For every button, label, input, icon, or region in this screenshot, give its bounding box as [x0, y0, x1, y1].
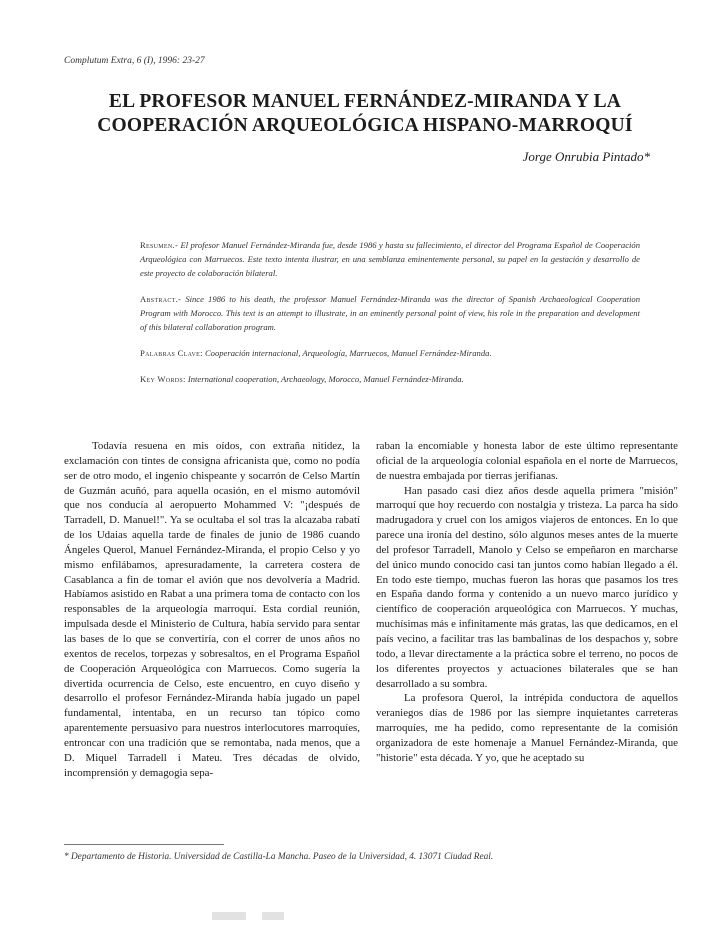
abstract-label: Abstract.- — [140, 294, 182, 304]
palabras-clave-paragraph — [140, 346, 640, 360]
article-title — [60, 90, 670, 138]
footnote-text: * Departamento de Historia. Universidad de Castilla-La Mancha. Paseo de la Universidad, 4. 13071 Ciudad Real. — [64, 852, 494, 862]
abstracts-block — [140, 238, 640, 398]
resumen-label: Resumen.- — [140, 240, 179, 250]
resumen-text: El profesor Manuel Fernández-Miranda fue, desde 1986 y hasta su fallecimiento, el director del Programa Español de Cooperación Arqueológica con Marruecos. Este texto intenta ilustrar, en una semblanza eminentemente personal, su papel en la gestación y desarrollo de este proyecto de colaboración bilateral. — [140, 240, 640, 278]
body-paragraph: La profesora Querol, la intrépida conductora de aquellos veraniegos días de 1986 por las siempre inquietantes carreteras marroquíes, me ha pedido, como representante de la comisión organizadora de este homenaje a Manuel Fernández-Miranda, que "historie" esta década. Y yo, que he aceptado su — [376, 692, 678, 764]
author-affiliation-footnote — [64, 852, 674, 862]
title-line-2: COOPERACIÓN ARQUEOLÓGICA HISPANO-MARROQUÍ — [97, 115, 633, 136]
resumen-paragraph — [140, 238, 640, 280]
body-paragraph: raban la encomiable y honesta labor de este último representante oficial de la arqueología colonial española en el norte de Marruecos, de nuestra embajada por tierras jerifianas. — [376, 440, 678, 482]
palabras-clave-text: Cooperación internacional, Arqueología, Marruecos, Manuel Fernández-Miranda. — [204, 348, 492, 358]
scan-artifact — [262, 912, 284, 920]
body-column-left — [64, 439, 360, 780]
abstract-text: Since 1986 to his death, the professor Manuel Fernández-Miranda was the director of Spanish Archaeological Cooperation Program with Morocco. This text is an attempt to illustrate, in an eminently personal point of view, his role in the preparation and development of this bilateral collaboration program. — [140, 294, 640, 332]
body-column-right — [376, 439, 678, 766]
footnote-rule — [64, 844, 224, 845]
keywords-text: International cooperation, Archaeology, Morocco, Manuel Fernández-Miranda. — [187, 374, 464, 384]
abstract-paragraph — [140, 292, 640, 334]
scan-artifact — [212, 912, 246, 920]
keywords-paragraph — [140, 372, 640, 386]
journal-citation: Complutum Extra, 6 (I), 1996: 23-27 — [64, 56, 205, 66]
body-paragraph: Han pasado casi diez años desde aquella primera "misión" marroquí que hoy recuerdo con nostalgia y tristeza. La parca ha sido madrugadora y cruel con los amigos viajeros de entonces. En lo que parece una ironía del destino, sólo algunos meses antes de la muerte del profesor Tarradell, Manolo y Celso se empeñaron en marcharse del único mundo conocido casi tan juntos como habían llegado a él. En todo este tiempo, muchas fueron las horas que pasamos los tres en España dando forma y contenido a un nuevo marco jurídico y científico de cooperación arqueológica con Marruecos. Y muchas, muchísimas más e infinitamente más gratas, las que dedicamos, en el país vecino, a facilitar tras las bambalinas de los despachos y, sobre todo, a llevar directamente a la práctica sobre el terreno, no pocos de los diferentes proyectos y actuaciones bilaterales que se han desarrollado a su sombra. — [376, 484, 678, 690]
author-name: Jorge Onrubia Pintado* — [522, 149, 650, 164]
body-paragraph: Todavía resuena en mis oídos, con extraña nitidez, la exclamación con tintes de consigna africanista que, como no podía ser de otro modo, el ingenio chispeante y socarrón de Celso Martín de Guzmán acuñó, para aquella ocasión, en el mismo automóvil que nos conducía al aeropuerto Mohammed V: "¡después de Tarradell, D. Manuel!". Ya se ocultaba el sol tras la alcazaba rabatí de los Udaias aquella tarde de finales de junio de 1986 cuando Ángeles Querol, Manuel Fernández-Miranda, el propio Celso y yo mismo enfilábamos, apresuradamente, la carretera costera de Casablanca a fin de tomar el avión que nos devolvería a Madrid. Habíamos asistido en Rabat a una primera toma de contacto con los responsables de la arqueología marroquí. Esta cordial reunión, impulsada desde el Ministerio de Cultura, había servido para sentar las bases de lo que se convertiría, con el correr de unos años no exentos de recelos, torpezas y sobresaltos, en el Programa Español de Cooperación Arqueológica con Marruecos. Como sugería la divertida ocurrencia de Celso, este encuentro, en cuyo diseño y desarrollo el profesor Fernández-Miranda había jugado un papel fundamental, intentaba, en un recurso tan tópico como aparentemente persuasivo para nuestros interlocutores marroquíes, entroncar con una tradición que se remontaba, nada menos, que a D. Miquel Tarradell i Mateu. Tres décadas de olvido, incomprensión y demagogia sepa- — [64, 440, 360, 779]
palabras-clave-label: Palabras Clave: — [140, 348, 203, 358]
keywords-label: Key Words: — [140, 374, 186, 384]
title-line-1: EL PROFESOR MANUEL FERNÁNDEZ-MIRANDA Y LA — [108, 91, 622, 112]
